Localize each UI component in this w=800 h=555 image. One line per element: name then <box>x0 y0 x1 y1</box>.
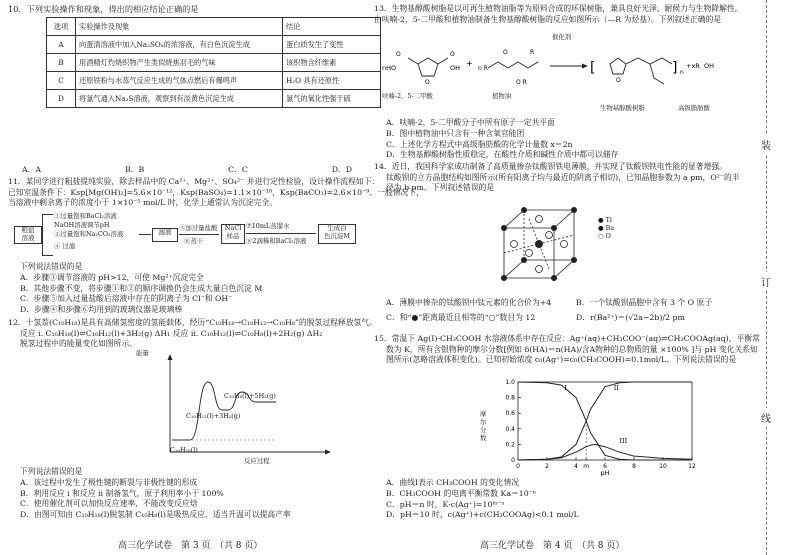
y-tick-label: 0.8 <box>505 394 515 402</box>
q12-line-3: 脱氢过程中的能量变化如图所示。 <box>20 339 137 349</box>
legend-o: ○ O <box>598 232 611 240</box>
svg-text:+xR: +xR <box>686 62 700 70</box>
q15-mole-fraction-chart <box>492 376 722 476</box>
x-tick-label: 10 <box>659 463 667 470</box>
y-tick-label: 0 <box>511 457 515 464</box>
q10-row-a-label: A <box>47 36 76 54</box>
binding-char-1: 装 <box>761 135 771 154</box>
q10-header-option: 选项 <box>47 18 76 36</box>
q14-line-1: 14．近日，我国科学家成功制备了高质量掺杂钛酸钡铁电薄膜，并实现了钛酸钡铁电性能的显著增强。 <box>374 162 727 171</box>
q12-line-1: 12．十氢萘(C₁₀H₁₈)是具有高储氢密度的氢能载体，经历“C₁₀H₁₈→C₁₀H₁₂→C₁₀H₈”的脱氢过程释放氢气。 <box>8 318 377 327</box>
q12-graph-state1: C₁₀H₁₈(l) <box>170 446 198 454</box>
q13-option-a: A．呋喃-2，5-二甲酸分子中所有原子一定共平面 <box>386 118 555 127</box>
q12-graph-state2: C₁₀H₁₂(l)+3H₂(g) <box>186 412 241 420</box>
q14-option-d: D．r(Ba²⁺)＝(√2a−2b)/2 pm <box>576 312 685 322</box>
q12-options <box>20 467 368 521</box>
series-label-II: II <box>613 383 619 392</box>
svg-text:OH: OH <box>704 62 715 70</box>
series-label-III: III <box>619 436 628 445</box>
q10-row-c-label: C <box>47 72 76 90</box>
q15-option-a: A．曲线I表示 CH₃COOH 的变化情况 <box>386 478 520 487</box>
q10-row-b-op: 用酒精灯灼烧织物产生类似烧焦羽毛的气味 <box>76 54 283 72</box>
svg-text:+: + <box>466 59 473 68</box>
series-line-II <box>518 382 692 460</box>
q14-option-a: A．薄膜中掺杂的钛酸钡中钛元素的化合价为+4 <box>386 298 552 307</box>
q10-option-b: B．B <box>124 165 145 174</box>
flow-evap-label: ⑥蒸干 <box>184 237 204 245</box>
flow-step-2: ②过量饱和Na₂CO₃溶液 <box>54 230 124 238</box>
series-label-I: I <box>564 383 567 392</box>
svg-text:O: O <box>450 51 455 58</box>
q14-line-3: 径为 b pm。下列叙述错误的是 <box>386 183 495 193</box>
binding-char-3: 线 <box>761 408 771 427</box>
svg-text:]: ] <box>672 60 678 76</box>
q15-options <box>386 478 722 521</box>
footer-left: 高三化学试卷 第 3 页 （共 8 页） <box>118 541 263 551</box>
q10-row-d-con: 氯气的氧化性强于硫 <box>283 90 381 108</box>
q12-graph-state3: C₁₀H₈(l)+5H₂(g) <box>224 392 276 400</box>
q11-ask: 下列说法错误的是 <box>20 262 83 271</box>
svg-text:O R: O R <box>516 79 527 86</box>
chart-frame <box>518 382 692 460</box>
y-tick-label: 0.2 <box>505 441 515 449</box>
q13-arrow-label: 催化剂 <box>552 33 572 41</box>
x-tick-label: 12 <box>688 463 696 470</box>
q12-block <box>8 318 377 350</box>
legend-ti: ● Ti <box>598 216 612 224</box>
q12-option-a: A．该过程中发生了极性键的断裂与非极性键的形成 <box>20 477 198 487</box>
x-tick-label: m <box>583 463 590 470</box>
q13-product: 生物基醇酸树脂 <box>600 104 645 112</box>
svg-text:n R: n R <box>478 65 488 72</box>
q10-row-a-op: 向蛋清溶液中加入Na₂SO₄的浓溶液，有白色沉淀生成 <box>76 36 283 54</box>
series-line-I <box>518 382 692 460</box>
q11-flow-diagram <box>14 212 364 260</box>
q13-line-1: 13．生物基醇酸树脂是以可再生植物油脂等为原料合成的环保树脂，兼具良好光泽、耐候力与生物降解性。 <box>374 4 743 13</box>
q12-line-2: 反应 i. C₁₀H₁₈(l)⇌C₁₀H₁₂(l)+3H₂(g) ΔH₁ 反应 ii. C₁₀H₁₂(l)⇌C₁₀H₈(l)+2H₂(g) ΔH₂ <box>20 328 323 338</box>
flow-test2-label: ⑧2滴稀和BaCl₂溶液 <box>246 237 307 245</box>
q11-option-a: A．步骤③调节溶液的 pH>12，可使 Mg²⁺沉淀完全 <box>20 272 204 282</box>
q15-line-1: 15．常温下 Ag(I)-CH₃COOH 水溶液体系中存在反应：Ag⁺(aq)+CH₃COO⁻(aq)⇌CH₃COOAg(aq)，平衡常 <box>374 334 760 343</box>
svg-text:O: O <box>425 79 430 86</box>
flow-step-3: NaOH溶液调节pH <box>54 221 110 229</box>
q12-option-b: B．利用反应 i 和反应 ii 制备氢气，原子利用率小于 100% <box>20 488 224 498</box>
q15-chart-ylabel: 摩尔分数 <box>480 410 487 442</box>
q12-graph-xlabel: 反应过程 <box>244 457 270 465</box>
x-tick-label: 0 <box>516 463 520 470</box>
legend-ba: ● Ba <box>598 224 615 232</box>
flow-start-box: 粗盐 溶液 <box>14 226 42 244</box>
q10-row-b-label: B <box>47 54 76 72</box>
q11-option-d: D．步骤④和步骤⑥均用到的玻璃仪器是玻璃棒 <box>20 305 183 315</box>
q12-graph-ylabel: 能量 <box>136 349 149 357</box>
q10-header-operation: 实验操作及现象 <box>76 18 283 36</box>
q11-option-c: C．步骤⑤加入过量盐酸后溶液中存在的阴离子为 Cl⁻和 OH⁻ <box>20 294 233 304</box>
q13-reaction-scheme <box>378 28 718 118</box>
q13-byproduct: 高级脂肪酸 <box>678 104 710 112</box>
q10-table <box>46 17 381 108</box>
flow-test-label: ⑦10mL蒸馏水 <box>246 222 290 230</box>
svg-text:[: [ <box>590 60 596 76</box>
y-tick-label: 0.4 <box>505 425 515 433</box>
q10-row-b-con: 该织物含纤维素 <box>283 54 381 72</box>
q15-option-b: B．CH₃COOH 的电离平衡常数 Ka＝10⁻ⁿ <box>386 488 537 498</box>
footer-right: 高三化学试卷 第 4 页 （共 8 页） <box>480 541 625 551</box>
q10-row-d-op: 将氯气通入Na₂S溶液，观察到有淡黄色沉淀生成 <box>76 90 283 108</box>
binding-margin <box>730 0 800 555</box>
q14-block <box>374 162 740 194</box>
q13-line-2: 由呋喃-2，5-二甲酸和植物油制备生物基醇酸树脂的反应如图所示（—R 为烃基）。下列叙述正确的是 <box>374 14 722 24</box>
q15-block <box>374 334 760 366</box>
q12-ask: 下列说法错误的是 <box>20 467 83 476</box>
flow-sample-box: NaCl 样品 <box>221 224 245 244</box>
x-tick-label: 4 <box>574 463 578 470</box>
x-tick-label: 6 <box>603 463 607 470</box>
q11-options <box>20 262 368 316</box>
q15-line-3: 图所示(忽略溶液体积变化)。已知初始浓度 c₀(Ag⁺)=c₀(CH₃COOH)=0.1mol/L。下列说法错误的是 <box>386 355 737 365</box>
q14-legend <box>598 216 614 240</box>
q13-reagent-2: 植物油 <box>492 92 512 100</box>
q11-option-b: B．其他步骤不变，将步骤①和②的顺序调换仍会生成大量白色沉淀 M <box>20 283 263 293</box>
flow-step-4: ④ 过滤 <box>54 242 76 250</box>
q11-line-2: 已知室温条件下：Ksp[Mg(OH)₂]=5.6×10⁻¹²，Ksp(BaSO₄)=1.1×10⁻¹⁰，Ksp(BaCO₃)=2.6×10⁻⁹。一般情况下， <box>8 187 424 197</box>
q10-option-a: A．A <box>22 165 42 174</box>
q13-options <box>386 118 722 161</box>
q13-option-c: C．上述化学方程式中高级脂肪酸的化学计量数 x＝2n <box>386 139 573 149</box>
q14-unit-cell <box>484 198 594 294</box>
q10-header-conclusion: 结论 <box>283 18 381 36</box>
q10-row-c-op: 还原铁粉与水蒸气反应生成的气体点燃后有爆鸣声 <box>76 72 283 90</box>
svg-text:R: R <box>530 49 535 56</box>
svg-text:OH: OH <box>450 64 461 72</box>
q14-line-2: 钛酸钡的立方晶胞结构如图所示(所有阳离子均与最近的阴离子相切)，已知晶胞参数为 a pm，O²⁻的半 <box>386 172 740 182</box>
binding-char-2: 订 <box>761 272 771 291</box>
flow-step-1: ①过量饱和BaCl₂溶液 <box>54 212 117 220</box>
x-axis-label: pH <box>600 469 610 477</box>
y-tick-label: 1.0 <box>505 379 515 386</box>
q14-option-b: B．一个钛酸钡晶胞中含有 3 个 O 原子 <box>576 298 713 307</box>
q14-options <box>386 298 722 324</box>
x-tick-label: 8 <box>632 463 636 470</box>
q15-option-c: C．pH＝n 时，K·c(Ag⁺)=10ᵐ⁻ⁿ <box>386 499 505 509</box>
q10-option-c: C．C <box>228 165 248 174</box>
q10-row-c-con: H₂O 具有还原性 <box>283 72 381 90</box>
q12-option-c: C．使用催化剂可以加快反应速率，不能改变反应焓 <box>20 499 198 509</box>
q13-block <box>374 4 743 25</box>
svg-text:O: O <box>396 51 401 58</box>
q14-option-c: C．和“●”距离最近且相等的“○”数目为 12 <box>386 312 536 322</box>
q13-reagent-1: 呋喃-2，5-二甲酸 <box>382 92 433 100</box>
q15-line-2: 数为 K，所有含银物种的摩尔分数[例如 δ(HA)＝n(HA)/含A物种的总物质的量 ×100% ]与 pH 变化关系如 <box>386 344 758 354</box>
q11-line-1: 11．某同学进行粗盐提纯实验，除去样品中的 Ca²⁺、Mg²⁺、SO₄²⁻ 并进行定性检验，设计操作流程如下： <box>8 177 380 186</box>
q15-option-d: D．pH＝10 时，c(Ag⁺)+c(CH₃COOAg)<0.1 mol/L <box>386 510 579 520</box>
y-tick-label: 0.6 <box>505 410 515 418</box>
flow-acid-label: ⑤加过量盐酸 <box>179 224 218 232</box>
q13-option-b: B．图中植物油中只含有一种含氧官能团 <box>386 128 525 138</box>
svg-text:O: O <box>616 77 621 84</box>
q11-block <box>8 177 424 209</box>
svg-text:O: O <box>503 49 508 56</box>
q11-line-3: 当溶液中剩余离子的浓度小于 1×10⁻⁵ mol/L 时，化学上通常认为沉淀完全。 <box>8 198 277 208</box>
svg-text:nHO: nHO <box>382 64 397 72</box>
x-tick-label: 2 <box>545 463 549 470</box>
q10-options <box>22 165 352 176</box>
flow-result-box: 生成白 色沉淀M <box>318 224 356 244</box>
flow-filtrate-box: 滤液 <box>152 228 178 242</box>
svg-text:n: n <box>680 69 684 76</box>
q10-row-a-con: 蛋白质发生了变性 <box>283 36 381 54</box>
q12-option-d: D．由图可知由 C₁₀H₁₈(l)脱氢制 C₁₀H₈(l)是吸热反应，适当升温可以提高产率 <box>20 510 291 520</box>
q13-option-d: D．生物基醇酸树脂性质稳定，在酸性介质和碱性介质中都可以储存 <box>386 150 619 160</box>
q10-stem: 10．下列实验操作和现象，得出的相应结论正确的是 <box>8 4 199 14</box>
q10-option-d: D．D <box>331 165 352 174</box>
q10-row-d-label: D <box>47 90 76 108</box>
